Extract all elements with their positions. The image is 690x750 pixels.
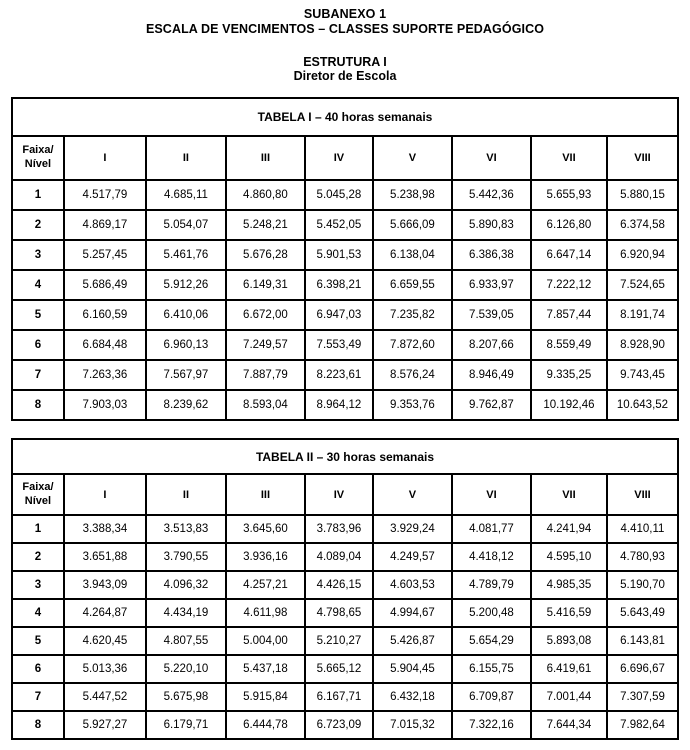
- value-cell: 5.013,36: [64, 655, 146, 683]
- value-cell: 5.890,83: [452, 210, 531, 240]
- value-cell: 5.643,49: [607, 599, 678, 627]
- document-subtitle-line1: ESTRUTURA I: [303, 54, 387, 69]
- value-cell: 4.860,80: [226, 180, 305, 210]
- value-cell: 7.322,16: [452, 711, 531, 739]
- value-cell: 8.191,74: [607, 300, 678, 330]
- value-cell: 8.576,24: [373, 360, 452, 390]
- value-cell: 5.666,09: [373, 210, 452, 240]
- value-cell: 8.223,61: [305, 360, 373, 390]
- table-row: [12, 655, 678, 683]
- value-cell: 7.567,97: [146, 360, 226, 390]
- value-cell: 4.994,67: [373, 599, 452, 627]
- value-cell: 4.611,98: [226, 599, 305, 627]
- document-header: [0, 0, 690, 37]
- value-cell: 5.248,21: [226, 210, 305, 240]
- value-cell: 4.595,10: [531, 543, 607, 571]
- value-cell: 5.904,45: [373, 655, 452, 683]
- value-cell: 4.620,45: [64, 627, 146, 655]
- value-cell: 4.985,35: [531, 571, 607, 599]
- value-cell: 9.743,45: [607, 360, 678, 390]
- value-cell: 5.654,29: [452, 627, 531, 655]
- value-cell: 4.418,12: [452, 543, 531, 571]
- value-cell: 5.054,07: [146, 210, 226, 240]
- document-title-line2: ESCALA DE VENCIMENTOS – CLASSES SUPORTE PEDAGÓGICO: [145, 21, 545, 36]
- value-cell: 5.893,08: [531, 627, 607, 655]
- value-cell: 9.762,87: [452, 390, 531, 420]
- corner-header: [12, 474, 64, 515]
- table-row: [12, 300, 678, 330]
- value-cell: 3.651,88: [64, 543, 146, 571]
- table-header-row: [12, 474, 678, 515]
- value-cell: 4.685,11: [146, 180, 226, 210]
- value-cell: 10.643,52: [607, 390, 678, 420]
- row-label: 4: [12, 270, 64, 300]
- value-cell: 5.416,59: [531, 599, 607, 627]
- table-row: [12, 360, 678, 390]
- table-row: [12, 627, 678, 655]
- value-cell: 5.912,26: [146, 270, 226, 300]
- value-cell: 6.138,04: [373, 240, 452, 270]
- column-header-VII: VII: [531, 474, 607, 515]
- corner-header-line2: Nível: [24, 158, 52, 170]
- value-cell: 7.903,03: [64, 390, 146, 420]
- salary-table-30h: [11, 438, 679, 740]
- value-cell: 6.920,94: [607, 240, 678, 270]
- value-cell: 3.783,96: [305, 515, 373, 543]
- value-cell: 8.593,04: [226, 390, 305, 420]
- value-cell: 4.249,57: [373, 543, 452, 571]
- column-header-III: III: [226, 136, 305, 180]
- table-1-container: [0, 97, 690, 421]
- table-row: [12, 180, 678, 210]
- value-cell: 4.780,93: [607, 543, 678, 571]
- value-cell: 4.807,55: [146, 627, 226, 655]
- value-cell: 5.257,45: [64, 240, 146, 270]
- corner-header-line1: Faixa/: [22, 480, 54, 493]
- salary-table-40h: [11, 97, 679, 421]
- column-header-III: III: [226, 474, 305, 515]
- value-cell: 6.432,18: [373, 683, 452, 711]
- table-title: TABELA II – 30 horas semanais: [12, 439, 678, 474]
- value-cell: 5.676,28: [226, 240, 305, 270]
- value-cell: 6.398,21: [305, 270, 373, 300]
- row-label: 1: [12, 180, 64, 210]
- value-cell: 7.235,82: [373, 300, 452, 330]
- column-header-IV: IV: [305, 474, 373, 515]
- value-cell: 5.665,12: [305, 655, 373, 683]
- value-cell: 6.947,03: [305, 300, 373, 330]
- value-cell: 6.386,38: [452, 240, 531, 270]
- value-cell: 6.143,81: [607, 627, 678, 655]
- value-cell: 9.353,76: [373, 390, 452, 420]
- value-cell: 6.444,78: [226, 711, 305, 739]
- column-header-VIII: VIII: [607, 474, 678, 515]
- value-cell: 4.410,11: [607, 515, 678, 543]
- row-label: 6: [12, 655, 64, 683]
- corner-header: [12, 136, 64, 180]
- value-cell: 6.933,97: [452, 270, 531, 300]
- value-cell: 7.222,12: [531, 270, 607, 300]
- value-cell: 6.709,87: [452, 683, 531, 711]
- row-label: 3: [12, 571, 64, 599]
- value-cell: 3.790,55: [146, 543, 226, 571]
- value-cell: 4.241,94: [531, 515, 607, 543]
- row-label: 5: [12, 627, 64, 655]
- row-label: 8: [12, 390, 64, 420]
- value-cell: 10.192,46: [531, 390, 607, 420]
- table-row: [12, 683, 678, 711]
- value-cell: 8.207,66: [452, 330, 531, 360]
- value-cell: 5.190,70: [607, 571, 678, 599]
- row-label: 4: [12, 599, 64, 627]
- value-cell: 4.096,32: [146, 571, 226, 599]
- value-cell: 8.239,62: [146, 390, 226, 420]
- value-cell: 5.238,98: [373, 180, 452, 210]
- value-cell: 7.539,05: [452, 300, 531, 330]
- value-cell: 8.964,12: [305, 390, 373, 420]
- value-cell: 7.263,36: [64, 360, 146, 390]
- table-title-row: [12, 439, 678, 474]
- value-cell: 6.684,48: [64, 330, 146, 360]
- column-header-V: V: [373, 136, 452, 180]
- value-cell: 5.675,98: [146, 683, 226, 711]
- value-cell: 4.603,53: [373, 571, 452, 599]
- value-cell: 5.426,87: [373, 627, 452, 655]
- value-cell: 3.645,60: [226, 515, 305, 543]
- value-cell: 5.004,00: [226, 627, 305, 655]
- value-cell: 4.789,79: [452, 571, 531, 599]
- value-cell: 7.644,34: [531, 711, 607, 739]
- table-row: [12, 240, 678, 270]
- table-row: [12, 571, 678, 599]
- value-cell: 6.374,58: [607, 210, 678, 240]
- value-cell: 6.160,59: [64, 300, 146, 330]
- value-cell: 6.672,00: [226, 300, 305, 330]
- value-cell: 6.723,09: [305, 711, 373, 739]
- value-cell: 4.798,65: [305, 599, 373, 627]
- value-cell: 3.943,09: [64, 571, 146, 599]
- row-label: 5: [12, 300, 64, 330]
- value-cell: 6.647,14: [531, 240, 607, 270]
- value-cell: 4.264,87: [64, 599, 146, 627]
- row-label: 8: [12, 711, 64, 739]
- table-row: [12, 210, 678, 240]
- value-cell: 7.001,44: [531, 683, 607, 711]
- value-cell: 7.887,79: [226, 360, 305, 390]
- document-title-line1: SUBANEXO 1: [303, 7, 387, 21]
- value-cell: 5.452,05: [305, 210, 373, 240]
- table-body: [12, 180, 678, 420]
- value-cell: 6.960,13: [146, 330, 226, 360]
- value-cell: 6.696,67: [607, 655, 678, 683]
- value-cell: 5.880,15: [607, 180, 678, 210]
- corner-header-line2: Nível: [24, 494, 52, 507]
- document-subtitle-line2: Diretor de Escola: [293, 69, 397, 84]
- value-cell: 7.015,32: [373, 711, 452, 739]
- column-header-VI: VI: [452, 474, 531, 515]
- value-cell: 6.410,06: [146, 300, 226, 330]
- value-cell: 5.045,28: [305, 180, 373, 210]
- value-cell: 5.686,49: [64, 270, 146, 300]
- value-cell: 8.946,49: [452, 360, 531, 390]
- row-label: 2: [12, 543, 64, 571]
- value-cell: 5.655,93: [531, 180, 607, 210]
- value-cell: 7.857,44: [531, 300, 607, 330]
- table-row: [12, 711, 678, 739]
- value-cell: 5.442,36: [452, 180, 531, 210]
- table-row: [12, 599, 678, 627]
- value-cell: 5.220,10: [146, 655, 226, 683]
- row-label: 1: [12, 515, 64, 543]
- table-header-row: [12, 136, 678, 180]
- document-subheader: [0, 55, 690, 85]
- value-cell: 3.388,34: [64, 515, 146, 543]
- row-label: 3: [12, 240, 64, 270]
- value-cell: 6.659,55: [373, 270, 452, 300]
- value-cell: 4.869,17: [64, 210, 146, 240]
- value-cell: 6.126,80: [531, 210, 607, 240]
- value-cell: 5.447,52: [64, 683, 146, 711]
- value-cell: 4.517,79: [64, 180, 146, 210]
- value-cell: 7.872,60: [373, 330, 452, 360]
- table-2-container: [0, 438, 690, 740]
- value-cell: 3.936,16: [226, 543, 305, 571]
- value-cell: 4.434,19: [146, 599, 226, 627]
- column-header-VIII: VIII: [607, 136, 678, 180]
- value-cell: 3.929,24: [373, 515, 452, 543]
- value-cell: 4.089,04: [305, 543, 373, 571]
- column-header-II: II: [146, 136, 226, 180]
- column-header-IV: IV: [305, 136, 373, 180]
- value-cell: 5.927,27: [64, 711, 146, 739]
- value-cell: 3.513,83: [146, 515, 226, 543]
- row-label: 2: [12, 210, 64, 240]
- column-header-I: I: [64, 136, 146, 180]
- table-row: [12, 330, 678, 360]
- value-cell: 6.149,31: [226, 270, 305, 300]
- value-cell: 7.553,49: [305, 330, 373, 360]
- value-cell: 4.081,77: [452, 515, 531, 543]
- value-cell: 9.335,25: [531, 360, 607, 390]
- value-cell: 5.915,84: [226, 683, 305, 711]
- value-cell: 7.524,65: [607, 270, 678, 300]
- value-cell: 8.928,90: [607, 330, 678, 360]
- row-label: 7: [12, 683, 64, 711]
- table-title-row: [12, 98, 678, 136]
- value-cell: 6.155,75: [452, 655, 531, 683]
- corner-header-line1: Faixa/: [22, 144, 54, 157]
- column-header-VII: VII: [531, 136, 607, 180]
- column-header-I: I: [64, 474, 146, 515]
- column-header-VI: VI: [452, 136, 531, 180]
- value-cell: 7.249,57: [226, 330, 305, 360]
- column-header-V: V: [373, 474, 452, 515]
- table-row: [12, 543, 678, 571]
- table-row: [12, 515, 678, 543]
- value-cell: 6.167,71: [305, 683, 373, 711]
- value-cell: 6.419,61: [531, 655, 607, 683]
- value-cell: 5.437,18: [226, 655, 305, 683]
- value-cell: 7.982,64: [607, 711, 678, 739]
- table-row: [12, 270, 678, 300]
- row-label: 6: [12, 330, 64, 360]
- table-title: TABELA I – 40 horas semanais: [12, 98, 678, 136]
- value-cell: 5.901,53: [305, 240, 373, 270]
- value-cell: 7.307,59: [607, 683, 678, 711]
- value-cell: 4.257,21: [226, 571, 305, 599]
- row-label: 7: [12, 360, 64, 390]
- table-body: [12, 515, 678, 739]
- value-cell: 5.461,76: [146, 240, 226, 270]
- table-row: [12, 390, 678, 420]
- column-header-II: II: [146, 474, 226, 515]
- value-cell: 5.210,27: [305, 627, 373, 655]
- value-cell: 4.426,15: [305, 571, 373, 599]
- value-cell: 5.200,48: [452, 599, 531, 627]
- value-cell: 6.179,71: [146, 711, 226, 739]
- value-cell: 8.559,49: [531, 330, 607, 360]
